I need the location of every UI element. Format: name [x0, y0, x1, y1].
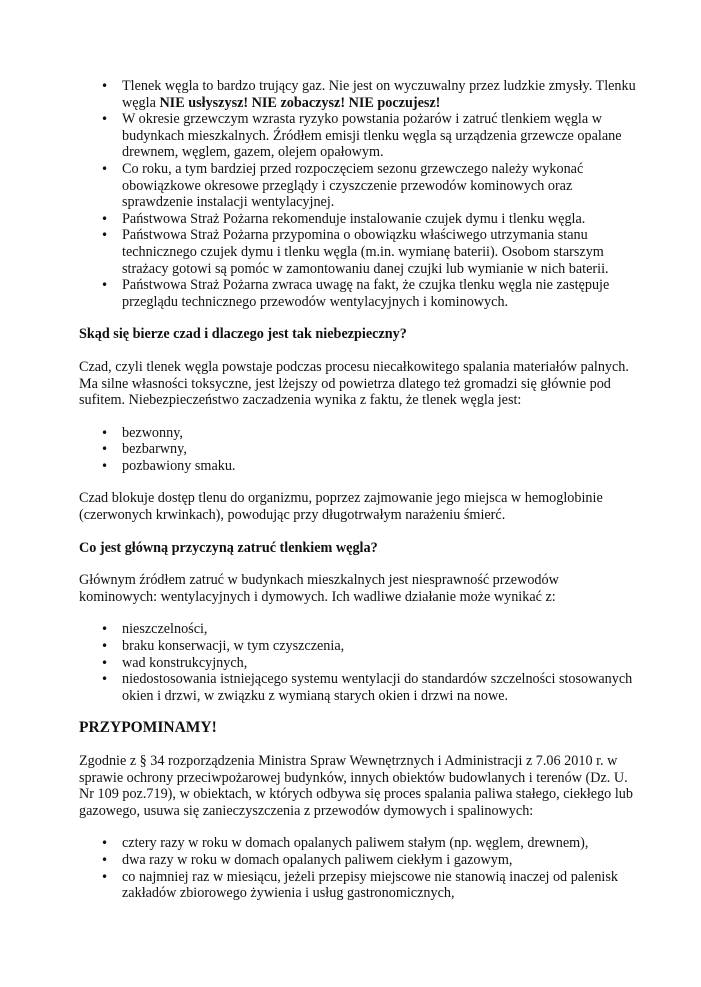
- section-paragraph: Zgodnie z § 34 rozporządzenia Ministra Spraw Wewnętrznych i Administracji z 7.06 2010 r. w sprawie ochrony przeciwpożarowej budynków, innych obiektów budowlanych i terenów (Dz. U. Nr 109 poz.719), w obiektach, w których odbywa się proces spalania paliwa stałego, ciekłego lub gazowego, usuwa się zanieczyszczenia z przewodów dymowych i spalinowych:: [79, 753, 633, 819]
- section-paragraph: Głównym źródłem zatruć w budynkach mieszkalnych jest niesprawność przewodów kominowych: wentylacyjnych i dymowych. Ich wadliwe działanie może wynikać z:: [79, 572, 559, 605]
- list-item: • Państwowa Straż Pożarna zwraca uwagę na fakt, że czujka tlenku węgla nie zastępuje przeglądu technicznego przewodów wentylacyjnych i kominowych.: [79, 277, 639, 310]
- list-item: • bezwonny,: [79, 425, 639, 442]
- list-item: • pozbawiony smaku.: [79, 458, 639, 475]
- section-heading-reminder: PRZYPOMINAMY!: [79, 719, 217, 737]
- list-item: • cztery razy w roku w domach opalanych paliwem stałym (np. węglem, drewnem),: [79, 835, 639, 852]
- cleaning-schedule-bullet-list: [79, 835, 639, 901]
- intro-bullet-list: [79, 78, 639, 310]
- list-item: • niedostosowania istniejącego systemu wentylacji do standardów szczelności stosowanych okien i drzwi, w związku z wymianą starych okien i drzwi na nowe.: [79, 671, 639, 704]
- causes-bullet-list: [79, 621, 639, 704]
- list-item: [79, 78, 639, 111]
- list-item: • wad konstrukcyjnych,: [79, 655, 639, 672]
- document-content: [79, 78, 639, 902]
- section-paragraph: Czad blokuje dostęp tlenu do organizmu, poprzez zajmowanie jego miejsca w hemoglobinie (czerwonych krwinkach), powodując przy długotrwałym narażeniu śmierć.: [79, 490, 603, 524]
- list-item: • Państwowa Straż Pożarna przypomina o obowiązku właściwego utrzymania stanu technicznego czujek dymu i tlenku węgla (m.in. wymianę baterii). Osobom starszym strażacy gotowi są pomóc w zamontowaniu danej czujki lub wymianie w nich baterii.: [79, 227, 639, 277]
- section-heading-poisoning-cause: Co jest główną przyczyną zatruć tlenkiem węgla?: [79, 539, 378, 556]
- section-paragraph: Czad, czyli tlenek węgla powstaje podczas procesu niecałkowitego spalania materiałów palnych. Ma silne własności toksyczne, jest lżejszy od powietrza dlatego też gromadzi się głównie pod sufitem. Niebezpieczeństwo zaczadzenia wynika z faktu, że tlenek węgla jest:: [79, 358, 629, 409]
- list-item: • dwa razy w roku w domach opalanych paliwem ciekłym i gazowym,: [79, 852, 639, 869]
- list-item: • Państwowa Straż Pożarna rekomenduje instalowanie czujek dymu i tlenku węgla.: [79, 211, 639, 228]
- list-item-text: Tlenek węgla to bardzo trujący gaz. Nie jest on wyczuwalny przez ludzkie zmysły. Tlenku węgla: [122, 78, 636, 111]
- list-item: • braku konserwacji, w tym czyszczenia,: [79, 638, 639, 655]
- list-item-bold-warning: NIE usłyszysz! NIE zobaczysz! NIE poczujesz!: [159, 94, 441, 111]
- list-item: • co najmniej raz w miesiącu, jeżeli przepisy miejscowe nie stanowią inaczej od palenisk zakładów zbiorowego żywienia i usług gastronomicznych,: [79, 869, 639, 902]
- list-item: • nieszczelności,: [79, 621, 639, 638]
- list-item: • bezbarwny,: [79, 441, 639, 458]
- list-item: • Co roku, a tym bardziej przed rozpoczęciem sezonu grzewczego należy wykonać obowiązkowe okresowe przeglądy i czyszczenie przewodów kominowych oraz sprawdzenie instalacji wentylacyjnej.: [79, 161, 639, 211]
- list-item: • W okresie grzewczym wzrasta ryzyko powstania pożarów i zatruć tlenkiem węgla w budynkach mieszkalnych. Źródłem emisji tlenku węgla są urządzenia grzewcze opalane drewnem, węglem, gazem, olejem opałowym.: [79, 111, 639, 161]
- section-heading-carbon-monoxide-source: Skąd się bierze czad i dlaczego jest tak niebezpieczny?: [79, 326, 407, 343]
- properties-bullet-list: [79, 425, 639, 475]
